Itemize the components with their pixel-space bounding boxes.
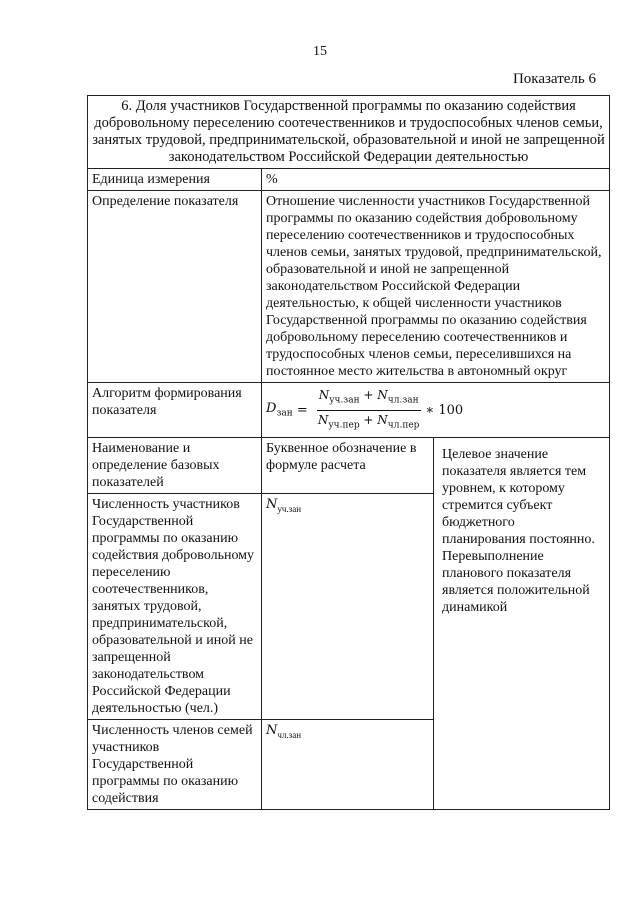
base1-name: Численность участников Государственной программы по оказанию содействия добровольному переселению соотечественников, занятых трудовой, предпринимательской, образовательной и иной не запрещенной законодательством Российской Федерации деятельностью (чел.)	[88, 493, 262, 719]
definition-value: Отношение численности участников Государственной программы по оказанию содействия добровольному переселению соотечественников и трудоспособных членов семьи, занятых трудовой, предпринимательской, образовательной и иной не запрещенной законодательством Российской Федерации деятельностью, к общей численности участников Государственной программы по оказанию содействия добровольному переселению соотечественников и трудоспособных членов семьи, переселившихся на постоянное место жительства в автономный округ	[262, 191, 610, 383]
base1-symbol: $N_{уч.зан}$	[262, 493, 434, 719]
definition-row	[88, 191, 610, 383]
base-symbol-header: Буквенное обозначение в формуле расчета	[262, 437, 434, 493]
indicator-title: 6. Доля участников Государственной программы по оказанию содействия добровольному переселению соотечественников и трудоспособных членов семьи, занятых трудовой, предпринимательской, образовательной и иной не запрещенной законодательством Российской Федерации деятельностью	[88, 96, 610, 169]
algorithm-row	[88, 383, 610, 438]
unit-value: %	[262, 169, 610, 191]
base2-symbol: $N_{чл.зан}$	[262, 719, 434, 809]
indicator-label: Показатель 6	[512, 71, 596, 87]
formula-multiplier: 100	[438, 403, 464, 419]
definition-label: Определение показателя	[88, 191, 262, 383]
base2-name: Численность членов семей участников Государственной программы по оказанию содействия	[88, 719, 262, 809]
unit-row	[88, 169, 610, 191]
title-row	[88, 96, 610, 169]
formula-cell	[262, 383, 610, 438]
base-name-header: Наименование и определение базовых показателей	[88, 437, 262, 493]
formula-denominator: $N_{уч.пер} + N_{чл.пер}$	[317, 413, 420, 431]
page-number: 15	[313, 44, 327, 59]
algorithm-label: Алгоритм формирования показателя	[88, 383, 262, 438]
formula: $D_{зан}$ = $\frac{N_{уч.зан} + N_{чл.зан}}{N_{уч.пер} + N_{чл.пер}}$ ∗ 100	[266, 385, 605, 435]
formula-numerator: $N_{уч.зан} + N_{чл.зан}$	[317, 387, 421, 411]
base-header-row	[88, 437, 610, 493]
formula-lhs: $D_{зан}$	[266, 400, 293, 419]
indicator-table	[87, 95, 610, 810]
formula-fraction	[316, 387, 422, 435]
target-value-text: Целевое значение показателя является тем уровнем, к которому стремится субъект бюджетного планирования постоянно. Перевыполнение планового показателя является положительной динамикой	[434, 437, 610, 809]
unit-label: Единица измерения	[88, 169, 262, 191]
